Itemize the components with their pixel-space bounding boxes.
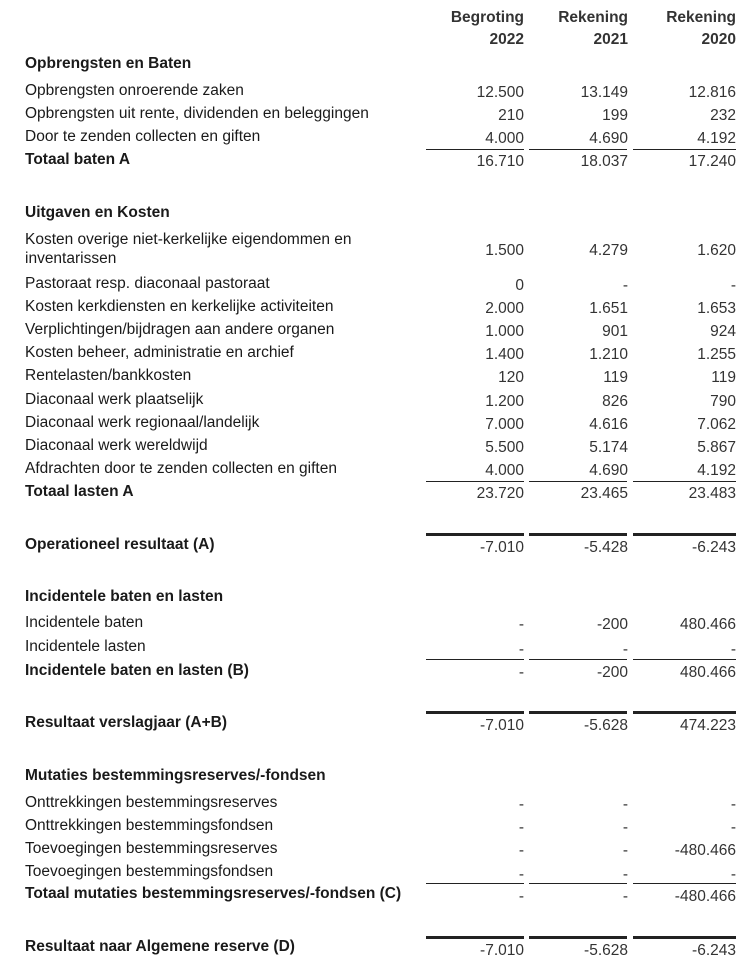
value-rekening-2021: 23.465	[580, 485, 628, 502]
row-label: Incidentele lasten	[25, 638, 146, 655]
row-label: Toevoegingen bestemmingsfondsen	[25, 863, 274, 880]
row-label: Rentelasten/bankkosten	[25, 367, 192, 384]
value-begroting-2022: -	[518, 796, 524, 813]
subtotal-rule	[633, 149, 736, 150]
value-begroting-2022: 210	[498, 107, 524, 124]
subtotal-rule	[633, 481, 736, 482]
row-label: Operationeel resultaat (A)	[25, 536, 215, 553]
result-rule	[529, 936, 627, 939]
value-begroting-2022: 5.500	[485, 439, 524, 456]
value-rekening-2021: 5.174	[589, 439, 628, 456]
value-rekening-2021: 901	[602, 323, 628, 340]
subtotal-rule	[529, 481, 627, 482]
value-rekening-2020: 790	[710, 393, 736, 410]
row-label: Kosten kerkdiensten en kerkelijke activiteiten	[25, 298, 334, 315]
value-rekening-2020: 474.223	[679, 717, 736, 734]
value-rekening-2020: 232	[710, 107, 736, 124]
value-begroting-2022: 1.400	[485, 346, 524, 363]
value-begroting-2022: -	[518, 819, 524, 836]
column-header-begroting-2022	[424, 7, 524, 51]
value-rekening-2021: -200	[596, 616, 628, 633]
row-label: Pastoraat resp. diaconaal pastoraat	[25, 275, 270, 292]
value-begroting-2022: 16.710	[476, 153, 524, 170]
row-label: Kosten overige niet-kerkelijke eigendommen en inventarissen	[25, 231, 352, 267]
value-rekening-2021: -	[622, 819, 628, 836]
row-label: Resultaat verslagjaar (A+B)	[25, 714, 228, 731]
value-rekening-2021: 199	[602, 107, 628, 124]
result-rule	[426, 533, 524, 536]
result-rule	[529, 533, 627, 536]
row-label: Totaal baten A	[25, 151, 131, 168]
value-rekening-2020: -480.466	[674, 888, 736, 905]
value-rekening-2020: 1.255	[697, 346, 736, 363]
subtotal-rule	[529, 659, 627, 660]
value-rekening-2021: 4.279	[589, 242, 628, 259]
value-rekening-2021: 18.037	[580, 153, 628, 170]
value-rekening-2021: -	[622, 866, 628, 883]
subtotal-rule	[426, 481, 524, 482]
value-rekening-2020: -	[730, 796, 736, 813]
subtotal-rule	[529, 883, 627, 884]
row-label: Incidentele baten en lasten (B)	[25, 662, 249, 679]
row-label: Opbrengsten onroerende zaken	[25, 82, 244, 99]
value-rekening-2020: 5.867	[697, 439, 736, 456]
value-rekening-2020: 480.466	[679, 616, 736, 633]
value-rekening-2020: 23.483	[688, 485, 736, 502]
value-rekening-2021: -5.428	[584, 539, 628, 556]
value-rekening-2021: -5.628	[584, 717, 628, 734]
value-rekening-2020: 924	[710, 323, 736, 340]
value-rekening-2021: 1.210	[589, 346, 628, 363]
row-label: Kosten beheer, administratie en archief	[25, 344, 294, 361]
value-rekening-2020: 1.620	[697, 242, 736, 259]
column-header-line2: 2021	[593, 31, 628, 48]
column-header-rekening-2020	[636, 7, 736, 51]
value-begroting-2022: 7.000	[485, 416, 524, 433]
value-rekening-2020: 119	[711, 369, 736, 386]
value-rekening-2021: 1.651	[589, 300, 628, 317]
row-label: Diaconaal werk plaatselijk	[25, 391, 204, 408]
value-begroting-2022: -	[518, 641, 524, 658]
value-begroting-2022: -	[518, 664, 524, 681]
value-rekening-2021: 119	[603, 369, 628, 386]
value-begroting-2022: 0	[515, 277, 524, 294]
row-label: Door te zenden collecten en giften	[25, 128, 261, 145]
row-label: Diaconaal werk regionaal/landelijk	[25, 414, 260, 431]
value-rekening-2021: -	[622, 796, 628, 813]
value-rekening-2020: 12.816	[688, 84, 736, 101]
result-rule	[529, 711, 627, 714]
value-begroting-2022: -	[518, 842, 524, 859]
row-label: Resultaat naar Algemene reserve (D)	[25, 938, 295, 955]
value-begroting-2022: -7.010	[480, 539, 524, 556]
result-rule	[633, 533, 736, 536]
value-rekening-2021: -5.628	[584, 942, 628, 959]
value-begroting-2022: 2.000	[485, 300, 524, 317]
row-label: Afdrachten door te zenden collecten en giften	[25, 460, 337, 477]
value-rekening-2021: 4.616	[589, 416, 628, 433]
subtotal-rule	[426, 659, 524, 660]
value-begroting-2022: -7.010	[480, 942, 524, 959]
value-rekening-2021: 4.690	[589, 130, 628, 147]
value-rekening-2021: 4.690	[589, 462, 628, 479]
subtotal-rule	[426, 883, 524, 884]
value-begroting-2022: -7.010	[480, 717, 524, 734]
column-header-rekening-2021	[528, 7, 628, 51]
value-begroting-2022: 1.200	[485, 393, 524, 410]
value-rekening-2021: -	[622, 888, 628, 905]
value-rekening-2021: 13.149	[580, 84, 628, 101]
value-begroting-2022: 4.000	[485, 462, 524, 479]
row-label: Onttrekkingen bestemmingsfondsen	[25, 817, 274, 834]
value-begroting-2022: 23.720	[476, 485, 524, 502]
value-rekening-2020: -	[730, 866, 736, 883]
result-rule	[426, 711, 524, 714]
subtotal-rule	[633, 883, 736, 884]
value-begroting-2022: 12.500	[476, 84, 524, 101]
value-rekening-2021: 826	[602, 393, 628, 410]
column-header-line1: Rekening	[558, 9, 628, 26]
value-rekening-2021: -	[622, 277, 628, 294]
value-rekening-2020: 480.466	[679, 664, 736, 681]
value-begroting-2022: -	[518, 616, 524, 633]
value-rekening-2020: 7.062	[697, 416, 736, 433]
result-rule	[633, 936, 736, 939]
value-begroting-2022: -	[518, 866, 524, 883]
value-begroting-2022: 120	[498, 369, 524, 386]
value-rekening-2020: -	[730, 641, 736, 658]
value-rekening-2020: 1.653	[697, 300, 736, 317]
column-header-line1: Rekening	[666, 9, 736, 26]
value-rekening-2021: -	[622, 842, 628, 859]
row-label: Totaal lasten A	[25, 483, 134, 500]
value-rekening-2021: -	[622, 641, 628, 658]
value-rekening-2020: 17.240	[688, 153, 736, 170]
row-label: Opbrengsten uit rente, dividenden en beleggingen	[25, 105, 369, 122]
value-rekening-2021: -200	[596, 664, 628, 681]
value-begroting-2022: 1.500	[485, 242, 524, 259]
value-rekening-2020: -	[730, 819, 736, 836]
value-rekening-2020: -480.466	[674, 842, 736, 859]
value-begroting-2022: -	[518, 888, 524, 905]
subtotal-rule	[426, 149, 524, 150]
row-label: Opbrengsten en Baten	[25, 55, 192, 72]
row-label: Onttrekkingen bestemmingsreserves	[25, 794, 278, 811]
value-begroting-2022: 1.000	[485, 323, 524, 340]
value-rekening-2020: -6.243	[692, 539, 736, 556]
subtotal-rule	[633, 659, 736, 660]
column-header-line2: 2020	[701, 31, 736, 48]
value-rekening-2020: 4.192	[697, 130, 736, 147]
row-label: Totaal mutaties bestemmingsreserves/-fondsen (C)	[25, 885, 402, 902]
row-label: Verplichtingen/bijdragen aan andere organen	[25, 321, 335, 338]
row-label: Diaconaal werk wereldwijd	[25, 437, 208, 454]
result-rule	[633, 711, 736, 714]
subtotal-rule	[529, 149, 627, 150]
value-rekening-2020: 4.192	[697, 462, 736, 479]
row-label: Toevoegingen bestemmingsreserves	[25, 840, 278, 857]
row-label: Incidentele baten	[25, 614, 144, 631]
row-label: Mutaties bestemmingsreserves/-fondsen	[25, 767, 326, 784]
value-rekening-2020: -6.243	[692, 942, 736, 959]
value-begroting-2022: 4.000	[485, 130, 524, 147]
row-label: Uitgaven en Kosten	[25, 204, 170, 221]
result-rule	[426, 936, 524, 939]
row-label: Incidentele baten en lasten	[25, 588, 224, 605]
column-header-line2: 2022	[489, 31, 524, 48]
column-header-line1: Begroting	[450, 9, 524, 26]
value-rekening-2020: -	[730, 277, 736, 294]
